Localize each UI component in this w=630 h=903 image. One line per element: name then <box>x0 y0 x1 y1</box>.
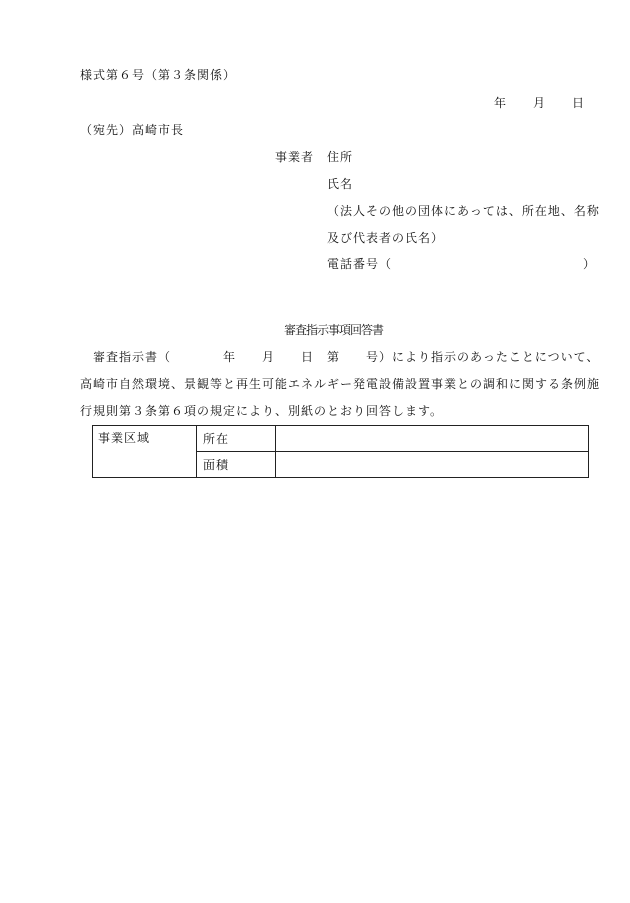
area-size-value <box>276 452 589 478</box>
phone-close-paren: ） <box>583 257 597 271</box>
body-line-1: 審査指示書（ 年 月 日 第 号）により指示のあったことについて、 <box>93 350 600 364</box>
address-label: 住所 <box>327 150 354 164</box>
project-area-header: 事業区域 <box>93 426 197 478</box>
name-label: 氏名 <box>327 177 354 191</box>
form-number: 様式第６号（第３条関係） <box>80 68 237 82</box>
body-line-2: 高崎市自然環境、景観等と再生可能エネルギー発電設備設置事業との調和に関する条例施 <box>80 377 601 391</box>
project-area-table <box>92 425 589 478</box>
addressee: （宛先）高崎市長 <box>80 123 185 137</box>
body-line-3: 行規則第３条第６項の規定により、別紙のとおり回答します。 <box>80 404 444 418</box>
phone-label: 電話番号（ <box>327 257 393 271</box>
applicant-role-label: 事業者 <box>275 150 315 164</box>
date-line: 年 月 日 <box>494 96 586 110</box>
location-value <box>276 426 589 452</box>
location-label: 所在 <box>197 426 276 452</box>
area-size-label: 面積 <box>197 452 276 478</box>
document-title: 審査指示事項回答書 <box>284 323 384 337</box>
corporate-note-line2: 及び代表者の氏名） <box>327 231 445 245</box>
corporate-note-line1: （法人その他の団体にあっては、所在地、名称 <box>327 204 600 218</box>
table-row <box>93 426 589 452</box>
